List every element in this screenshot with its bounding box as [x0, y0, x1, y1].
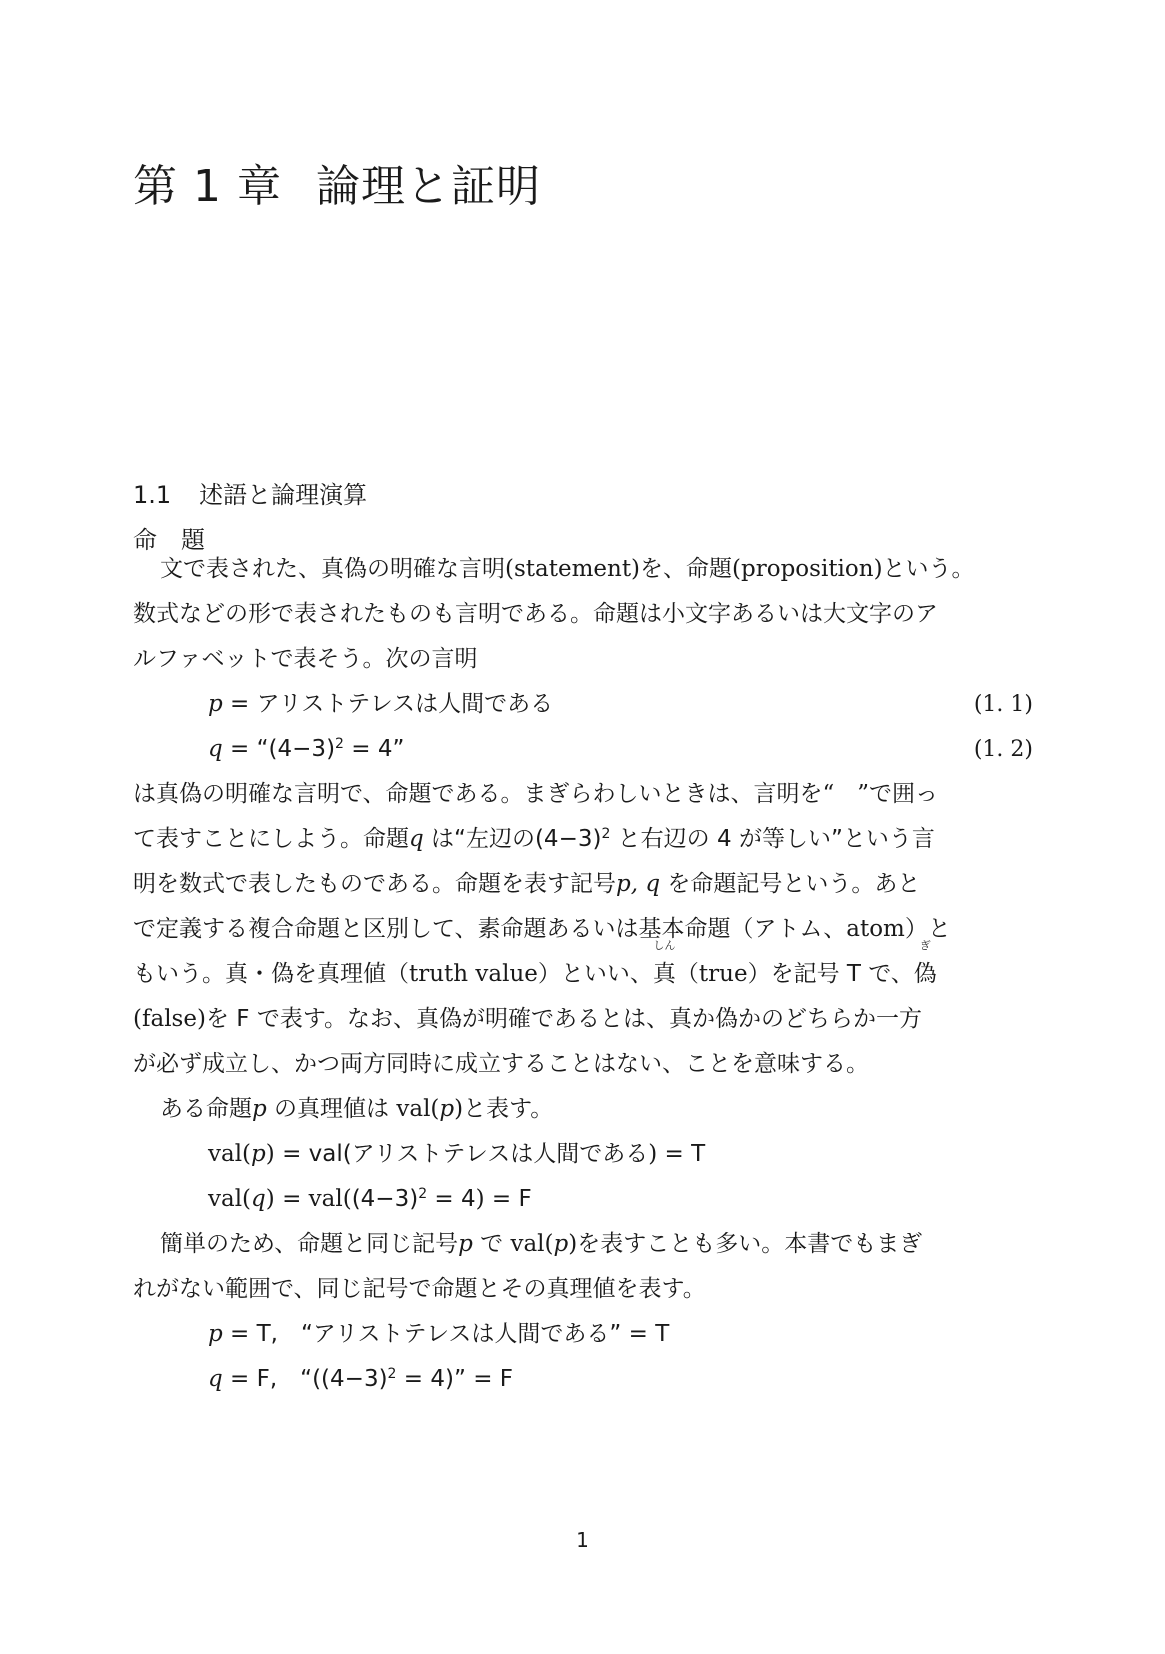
- equation-val-q: $val(q) = val((4-3)^2 = 4) = F$: [208, 1186, 532, 1212]
- paragraph-line: もいう。真・偽を真理値（truth value）といい、 しん 真（true）を記号 T で、 ぎ 偽: [133, 952, 937, 997]
- equation-p-true: p = T, “アリストテレスは人間である” = T: [208, 1321, 670, 1347]
- paragraph-line: れがない範囲で、同じ記号で命題とその真理値を表す。: [133, 1276, 706, 1302]
- term-proposition: 命題: [686, 556, 733, 582]
- paragraph-line: 簡単のため、命題と同じ記号p で val(p)を表すことも多い。本書でもまぎ: [160, 1231, 923, 1257]
- term-proposition-symbol: 命題記号: [690, 871, 783, 897]
- paragraph-line: で定義する複合命題と区別して、素命題あるいは基本命題（アトム、atom）と: [133, 916, 951, 942]
- equation-val-p: val(p) = val(アリストテレスは人間である) = T: [208, 1141, 706, 1167]
- chapter-name: 論理と証明: [315, 161, 541, 212]
- section-number: 1.1: [133, 481, 172, 509]
- paragraph-line: て表すことにしよう。命題q は“左辺の$(4-3)^2$ と右辺の 4 が等しい”という言: [133, 826, 935, 852]
- subsection-title: 命 題: [133, 526, 205, 554]
- ruby-shin: しん 真: [652, 939, 676, 987]
- paragraph-line: ルファベットで表そう。次の言明: [133, 646, 478, 672]
- page-number: 1: [576, 1528, 589, 1552]
- section-title: [133, 475, 367, 510]
- equation-q-false: q = F, “$((4-3)^2 = 4)$” = F: [208, 1366, 514, 1392]
- paragraph-line: 数式などの形で表されたものも言明である。命題は小文字あるいは大文字のア: [133, 601, 938, 627]
- paragraph-line: 文で表された、真偽の明確な言明(statement)を、命題(proposition)という。: [160, 556, 975, 582]
- section-name: 述語と論理演算: [199, 481, 368, 509]
- chapter-number: 第 1 章: [133, 161, 282, 212]
- equation-1-1: p = アリストテレスは人間である: [208, 691, 554, 717]
- equation-1-2: $q = “(4-3)^2 = 4$”: [208, 736, 405, 762]
- paragraph-line: 明を数式で表したものである。命題を表す記号p, q を命題記号という。あと: [133, 871, 921, 897]
- paragraph-line: (false)を F で表す。なお、真偽が明確であるとは、真か偽かのどちらか一方: [133, 1006, 922, 1032]
- equation-number: (1. 1): [973, 692, 1033, 717]
- paragraph-line: は真偽の明確な言明で、命題である。まぎらわしいときは、言明を“ ”で囲っ: [133, 781, 939, 807]
- ruby-gi: ぎ 偽: [913, 939, 937, 987]
- chapter-title: [133, 150, 541, 214]
- paragraph-line: が必ず成立し、かつ両方同時に成立することはない、ことを意味する。: [133, 1051, 869, 1077]
- paragraph-line: ある命題p の真理値は val(p)と表す。: [160, 1096, 554, 1122]
- equation-number: (1. 2): [973, 737, 1033, 762]
